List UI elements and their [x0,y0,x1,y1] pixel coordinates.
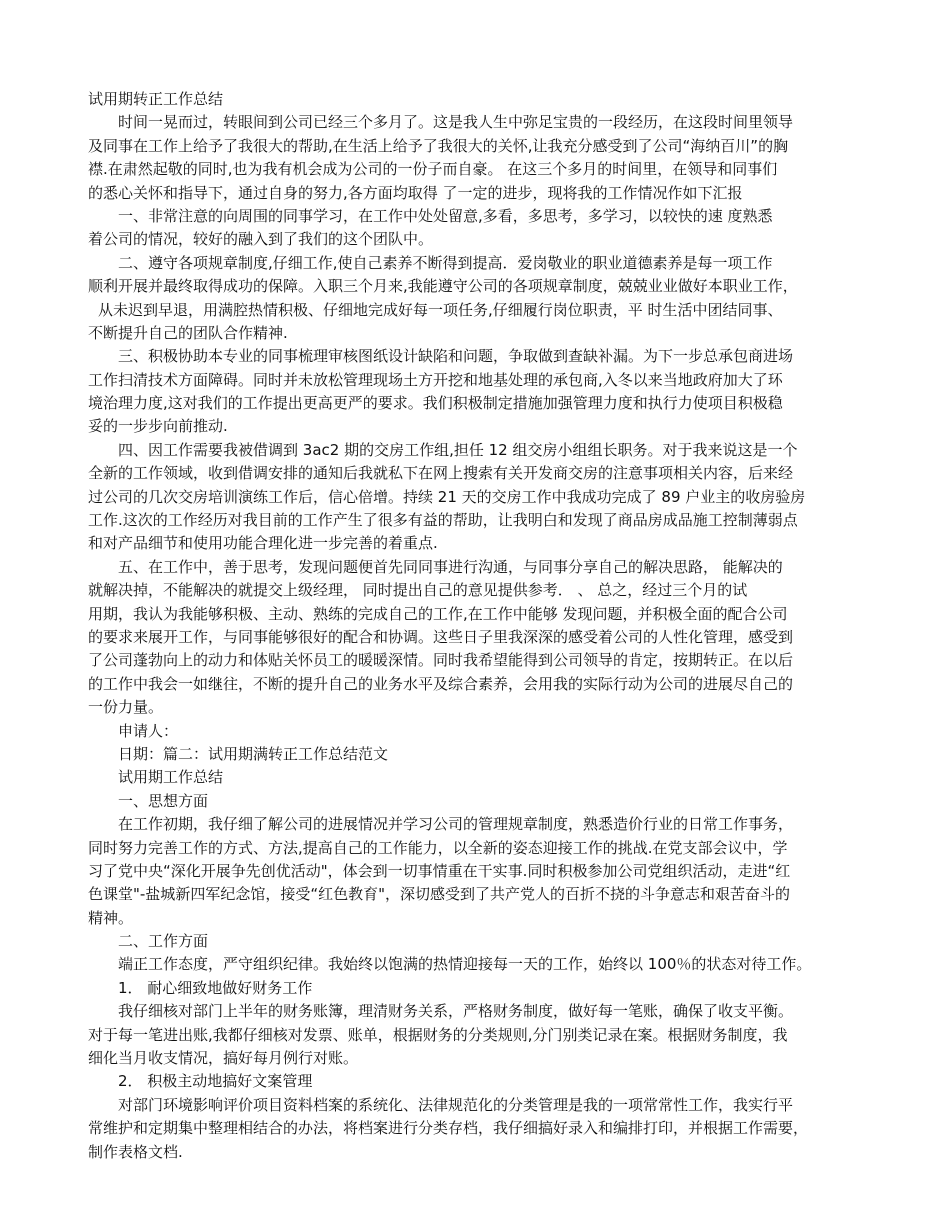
text-line: 精神。 [88,908,134,927]
text-line: 2． 积极主动地搞好文案管理 [118,1072,313,1091]
text-line: 对于每一笔进出账,我都仔细核对发票、账单，根据财务的分类规则,分门别类记录在案。根据财务制度，我 [88,1025,788,1044]
text-line: 工作.这次的工作经历对我目前的工作产生了很多有益的帮助，让我明白和发现了商品房成品施工控制薄弱点 [88,511,798,530]
text-line: 用期，我认为我能够积极、主动、熟练的完成自己的工作,在工作中能够 发现问题，并积极全面的配合公司 [88,604,788,623]
text-line: 三、积极协助本专业的同事梳理审核图纸设计缺陷和问题，争取做到查缺补漏。为下一步总承包商进场 [118,347,794,366]
document-page [88,88,870,1164]
text-line: 的工作中我会一如继往，不断的提升自己的业务水平及综合素养，会用我的实际行动为公司的进展尽自己的 [88,674,794,693]
text-line: 五、在工作中，善于思考，发现问题便首先同同事进行沟通，与同事分享自己的解决思路， 能解决的 [118,557,783,576]
text-line: 时间一晃而过，转眼间到公司已经三个多月了。这是我人生中弥足宝贵的一段经历，在这段时间里领导 [118,113,794,132]
text-line: 一份力量。 [88,698,164,717]
document-title: 试用期转正工作总结 [88,90,224,108]
text-line: 习了党中央“深化开展争先创优活动"，体会到一切事情重在干实事.同时积极参加公司党组织活动，走进“红 [88,861,791,880]
text-line: 对部门环境影响评价项目资料档案的系统化、法律规范化的分类管理是我的一项常常性工作，我实行平 [118,1095,794,1114]
text-line: 和对产品细节和使用功能合理化进一步完善的着重点. [88,534,438,553]
text-line: 全新的工作领域，收到借调安排的通知后我就私下在网上搜索有关开发商交房的注意事项相关内容，后来经 [88,464,794,483]
text-line: 了公司蓬勃向上的动力和体贴关怀员工的暖暖深情。同时我希望能得到公司领导的肯定，按期转正。在以后 [88,651,794,670]
text-line: 一、思想方面 [118,791,209,810]
text-line: 的要求来展开工作，与同事能够很好的配合和协调。这些日子里我深深的感受着公司的人性化管理，感受到 [88,627,794,646]
text-line: 就解决掉，不能解决的就提交上级经理， 同时提出自己的意见提供参考． 、 总之，经过三个月的试 [88,581,748,600]
text-line: 及同事在工作上给予了我很大的帮助,在生活上给予了我很大的关怀,让我充分感受到了公司“海纳百川”的胸 [88,136,789,155]
text-line: 过公司的几次交房培训演练工作后，信心倍增。持续 21 天的交房工作中我成功完成了 89 户业主的收房验房 [88,487,806,506]
text-line: 妥的一步步向前推动. [88,417,228,436]
text-line: 工作扫清技术方面障碍。同时并未放松管理现场土方开挖和地基处理的承包商,入冬以来当地政府加大了环 [88,370,783,389]
text-line: 制作表格文档. [88,1142,183,1161]
text-line: 申请人： [118,721,179,740]
text-line: 二、遵守各项规章制度,仔细工作,使自己素养不断得到提高．爱岗敬业的职业道德素养是每一项工作 [118,253,773,272]
text-line: 1． 耐心细致地做好财务工作 [118,978,313,997]
text-line: 着公司的情况，较好的融入到了我们的这个团队中。 [88,230,434,249]
text-line: 常维护和定期集中整理相结合的办法，将档案进行分类存档，我仔细搞好录入和编排打印，并根据工作需要， [88,1119,809,1138]
text-line: 顺利开展并最终取得成功的保障。入职三个月来,我能遵守公司的各项规章制度，兢兢业业做好本职业工作， [88,277,798,296]
text-line: 境治理力度,这对我们的工作提出更高更严的要求。我们积极制定措施加强管理力度和执行力使项目积极稳 [88,394,783,413]
text-line: 不断提升自己的团队合作精神. [88,323,288,342]
text-line: 襟.在肃然起敬的同时,也为我有机会成为公司的一份子而自豪。 在这三个多月的时间里，在领导和同事们 [88,160,778,179]
text-line: 同时努力完善工作的方式、方法,提高自己的工作能力，以全新的姿态迎接工作的挑战.在党支部会议中，学 [88,838,788,857]
text-line: 的悉心关怀和指导下，通过自身的努力,各方面均取得 了一定的进步，现将我的工作情况作如下汇报 [88,183,743,202]
text-line: 日期：篇二：试用期满转正工作总结范文 [118,744,389,763]
text-line: 在工作初期，我仔细了解公司的进展情况并学习公司的管理规章制度，熟悉造价行业的日常工作事务， [118,815,794,834]
text-line: 细化当月收支情况，搞好每月例行对账。 [88,1049,359,1068]
text-line: 试用期工作总结 [118,768,224,787]
text-line: 端正工作态度，严守组织纪律。我始终以饱满的热情迎接每一天的工作，始终以 100％的状态对待工作。 [118,955,812,974]
text-line: 一、非常注意的向周围的同事学习，在工作中处处留意,多看，多思考，多学习，以较快的速 度熟悉 [118,206,773,225]
text-line: 我仔细核对部门上半年的财务账簿，理清财务关系，严格财务制度，做好每一笔账，确保了收支平衡。 [118,1002,794,1021]
text-line: 二、工作方面 [118,932,209,951]
text-line: 色课堂"-盐城新四军纪念馆，接受“红色教育"，深切感受到了共产党人的百折不挠的斗争意志和艰苦奋斗的 [88,885,790,904]
text-line: 四、因工作需要我被借调到 3ac2 期的交房工作组,担任 12 组交房小组组长职务。对于我来说这是一个 [118,440,798,459]
text-line: 从未迟到早退，用满腔热情积极、仔细地完成好每一项任务,仔细履行岗位职责，平 时生活中团结同事、 [98,300,783,319]
